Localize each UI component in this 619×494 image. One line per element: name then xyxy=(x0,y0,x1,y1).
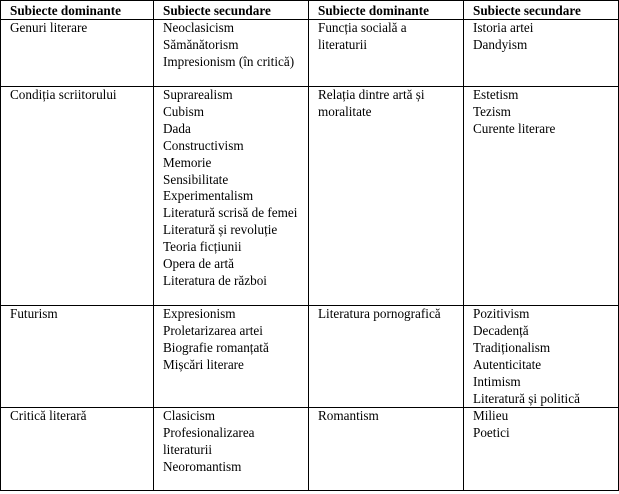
cell-text: Futurism xyxy=(10,306,58,321)
list-item: Autenticitate xyxy=(473,356,542,372)
cell-secondary-list xyxy=(154,408,309,491)
list-item: Literatura de război xyxy=(163,272,267,288)
cell-dominant xyxy=(309,408,464,491)
list-item: Literatură și politică xyxy=(473,390,580,406)
cell-text: Genuri literare xyxy=(10,20,88,35)
list-item: Expresionism xyxy=(163,306,236,321)
cell-secondary-list xyxy=(464,87,619,306)
table-row xyxy=(1,306,619,408)
list-item: Poetici xyxy=(473,425,510,441)
header-dominant-2: Subiecte dominante xyxy=(309,1,464,20)
cell-dominant xyxy=(1,20,154,87)
cell-secondary-list xyxy=(464,306,619,408)
list-item: Istoria artei xyxy=(473,20,534,35)
list-item: Neoclasicism xyxy=(163,20,235,35)
list-item: Teoria ficțiunii xyxy=(163,239,242,255)
table-header-row xyxy=(1,1,619,20)
list-item: Mișcări literare xyxy=(163,356,244,372)
list-item: Tezism xyxy=(473,103,511,119)
list-item: Experimentalism xyxy=(163,188,254,204)
cell-dominant xyxy=(1,306,154,408)
header-secondary-1: Subiecte secundare xyxy=(154,1,309,20)
list-item: Literatură și revoluție xyxy=(163,222,278,238)
list-item: Impresionism (în critică) xyxy=(163,53,295,69)
cell-text: Critică literară xyxy=(10,408,87,424)
cell-text: Funcția socială a literaturii xyxy=(318,20,407,52)
list-item: Clasicism xyxy=(163,408,216,424)
cell-secondary-list xyxy=(154,20,309,87)
list-item: Tradiționalism xyxy=(473,339,551,355)
cell-text: Relația dintre artă și moralitate xyxy=(318,87,425,119)
list-item: Cubism xyxy=(163,103,205,119)
cell-dominant xyxy=(1,408,154,491)
cell-text: Literatura pornografică xyxy=(318,306,441,321)
list-item: Literatură scrisă de femei xyxy=(163,205,298,221)
list-item: Pozitivism xyxy=(473,306,530,321)
list-item: Profesionalizarea literaturii xyxy=(163,425,255,458)
cell-dominant xyxy=(309,87,464,306)
header-secondary-2: Subiecte secundare xyxy=(464,1,619,20)
list-item: Intimism xyxy=(473,373,521,389)
list-item: Constructivism xyxy=(163,137,244,153)
list-item: Curente literare xyxy=(473,120,556,136)
cell-dominant xyxy=(1,87,154,306)
table-row xyxy=(1,20,619,87)
cell-secondary-list xyxy=(464,408,619,491)
list-item: Milieu xyxy=(473,408,509,424)
header-dominant-1: Subiecte dominante xyxy=(1,1,154,20)
list-item: Estetism xyxy=(473,87,519,102)
list-item: Biografie romanțată xyxy=(163,339,269,355)
list-item: Dandyism xyxy=(473,36,528,52)
list-item: Opera de artă xyxy=(163,256,235,272)
list-item: Dada xyxy=(163,120,191,136)
cell-text: Condiția scriitorului xyxy=(10,87,117,102)
cell-secondary-list xyxy=(464,20,619,87)
list-item: Decadență xyxy=(473,322,529,338)
cell-secondary-list xyxy=(154,306,309,408)
list-item: Proletarizarea artei xyxy=(163,322,263,338)
table-row xyxy=(1,408,619,491)
cell-secondary-list xyxy=(154,87,309,306)
list-item: Memorie xyxy=(163,154,212,170)
list-item: Suprarealism xyxy=(163,87,233,102)
cell-dominant xyxy=(309,306,464,408)
list-item: Sensibilitate xyxy=(163,171,229,187)
list-item: Neoromantism xyxy=(163,459,242,475)
list-item: Sămănătorism xyxy=(163,36,239,52)
cell-text: Romantism xyxy=(318,408,379,424)
table-row xyxy=(1,87,619,306)
cell-dominant xyxy=(309,20,464,87)
